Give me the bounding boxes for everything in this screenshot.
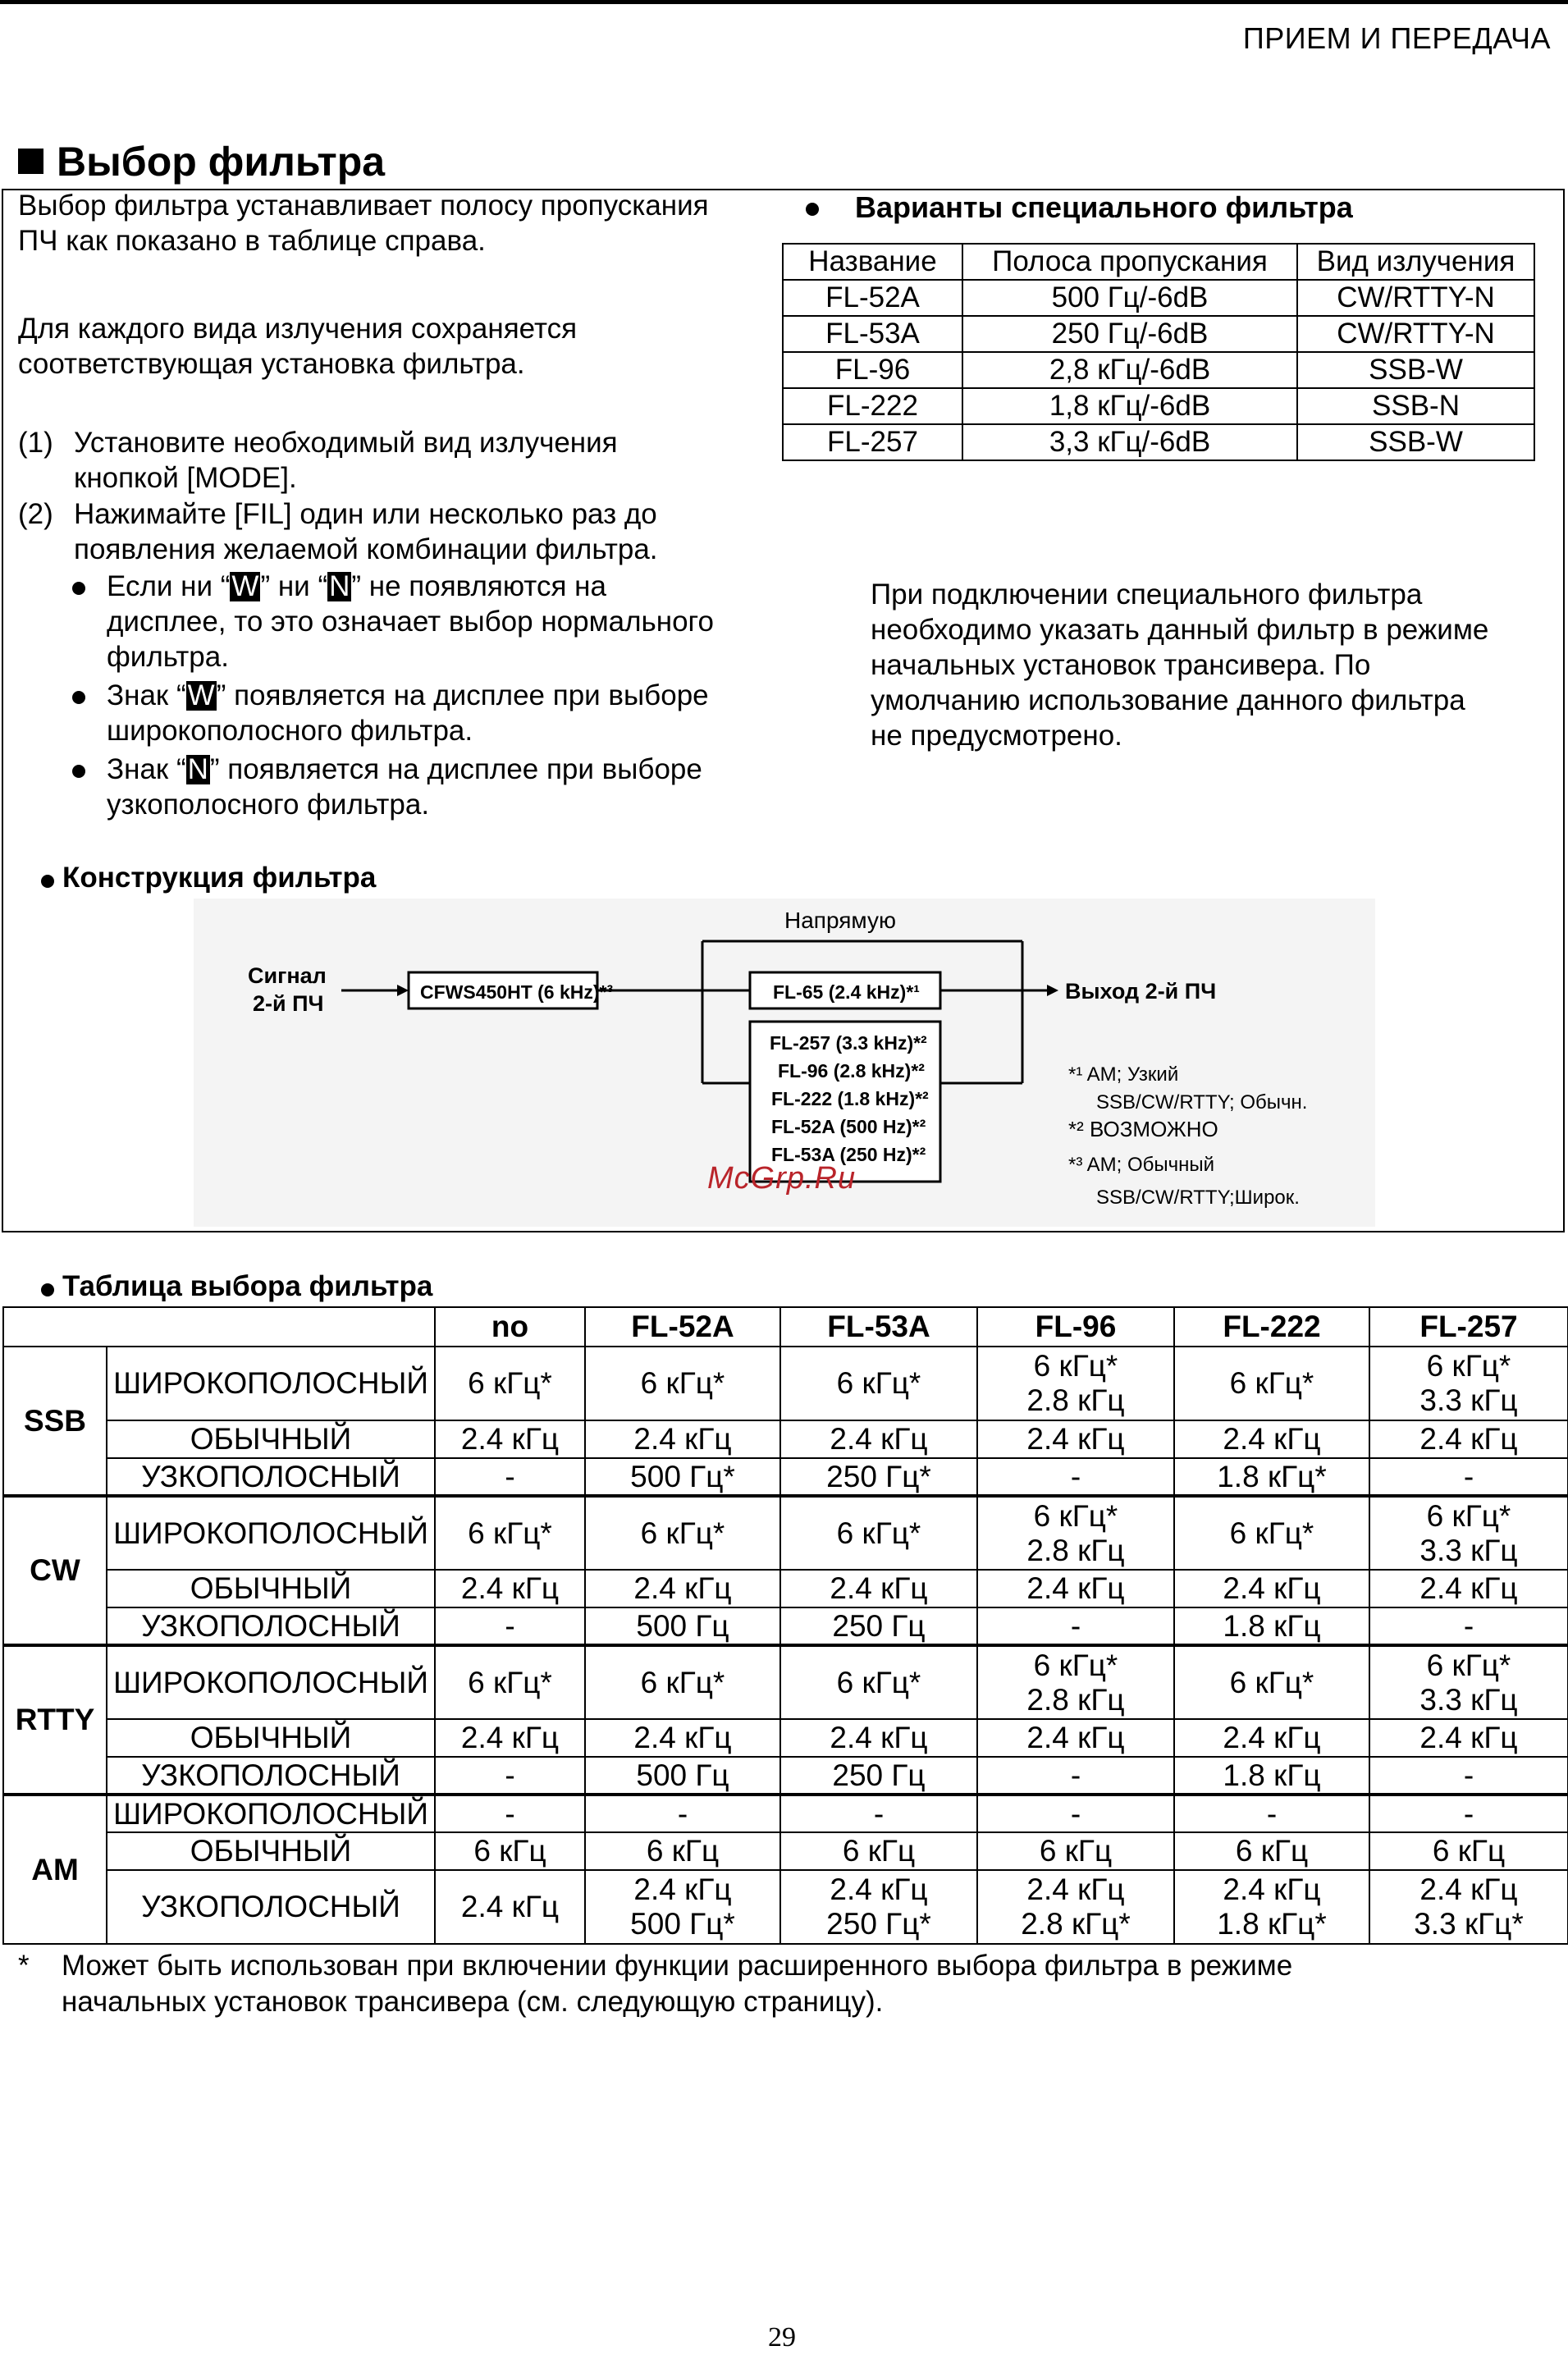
filter-value-cell: - [1369, 1757, 1568, 1795]
filter-value-cell: 2.4 кГц [780, 1420, 977, 1458]
table-row [3, 1870, 1568, 1944]
filter-value-cell: 500 Гц [585, 1607, 780, 1645]
filter-value-cell: - [780, 1795, 977, 1832]
filter-value-cell: 6 кГц [780, 1832, 977, 1870]
cfws-label: CFWS450HT (6 kHz)*³ [420, 981, 614, 1003]
bandwidth-label: УЗКОПОЛОСНЫЙ [107, 1607, 435, 1645]
filter-value-cell: 6 кГц* [1174, 1496, 1369, 1570]
filter-value-cell: 2.4 кГц [780, 1719, 977, 1757]
filter-value-cell: 6 кГц [585, 1832, 780, 1870]
filter-value-cell: 6 кГц* 3.3 кГц [1369, 1645, 1568, 1719]
filter-value-cell: 1.8 кГц [1174, 1607, 1369, 1645]
selection-heading: Таблица выбора фильтра [62, 1270, 433, 1302]
special-filter-note: При подключении специального фильтра необходимо указать данный фильтр в режиме начальных установок трансивера. По умолчанию использование данного фильтра не предусмотрено. [871, 578, 1489, 752]
filter-value-cell: - [1369, 1458, 1568, 1496]
diagram-note: SSB/CW/RTTY;Широк. [1096, 1187, 1300, 1209]
filter-value-cell: 2.4 кГц [1174, 1719, 1369, 1757]
bandwidth-label: ОБЫЧНЫЙ [107, 1719, 435, 1757]
filter-value-cell: - [435, 1458, 585, 1496]
filter-value-cell: 2.4 кГц [780, 1570, 977, 1607]
bullet-icon [41, 875, 54, 888]
step-1-text: Установите необходимый вид излучения кнопкой [MODE]. [74, 427, 618, 494]
filter-value-cell: 6 кГц* [435, 1496, 585, 1570]
filter-value-cell: 6 кГц* 2.8 кГц [977, 1347, 1174, 1420]
filter-value-cell: 2.4 кГц [1369, 1570, 1568, 1607]
w-indicator: W [187, 679, 215, 711]
signal-label: Сигнал [248, 963, 327, 988]
table-row: FL-257 3,3 кГц/-6dB SSB-W [783, 424, 1534, 460]
w-indicator: W [231, 570, 259, 602]
optional-filter-label: FL-53A (250 Hz)*² [771, 1144, 926, 1165]
filter-value-cell: - [1369, 1795, 1568, 1832]
table-row: FL-222 1,8 кГц/-6dB SSB-N [783, 388, 1534, 424]
top-rule [0, 0, 1568, 4]
variants-table [782, 243, 1535, 461]
filter-value-cell: 6 кГц* [780, 1645, 977, 1719]
bandwidth-label: УЗКОПОЛОСНЫЙ [107, 1757, 435, 1795]
filter-value-cell: 500 Гц* [585, 1458, 780, 1496]
filter-value-cell: 2.4 кГц [585, 1420, 780, 1458]
filter-value-cell: 6 кГц* [435, 1347, 585, 1420]
filter-value-cell: 2.4 кГц [1369, 1420, 1568, 1458]
filter-value-cell: 2.4 кГц [977, 1570, 1174, 1607]
filter-value-cell: 250 Гц [780, 1607, 977, 1645]
diagram-note: *¹ AM; Узкий [1068, 1063, 1179, 1086]
optional-filter-label: FL-222 (1.8 kHz)*² [771, 1088, 929, 1109]
intro-paragraph-2: Для каждого вида излучения сохраняется соответствующая установка фильтра. [18, 313, 578, 380]
bandwidth-label: ШИРОКОПОЛОСНЫЙ [107, 1645, 435, 1719]
table-row [3, 1607, 1568, 1645]
n-indicator: N [329, 570, 350, 602]
signal-label-2: 2-й ПЧ [253, 991, 324, 1016]
section-header: ПРИЕМ И ПЕРЕДАЧА [1242, 21, 1551, 55]
corner-cell [3, 1307, 435, 1347]
table-row: FL-53A 250 Гц/-6dB CW/RTTY-N [783, 316, 1534, 352]
bullet-wide-filter: Знак “W” появляется на дисплее при выборе широкополосного фильтра. [107, 679, 709, 747]
diagram-note: *² ВОЗМОЖНО [1068, 1117, 1218, 1141]
filter-value-cell: 6 кГц* [435, 1645, 585, 1719]
filter-value-cell: 2.4 кГц [1174, 1570, 1369, 1607]
square-bullet-icon [18, 149, 43, 174]
bullet-icon [72, 691, 85, 704]
construction-heading: Конструкция фильтра [62, 862, 377, 894]
filter-value-cell: 2.4 кГц 3.3 кГц* [1369, 1870, 1568, 1944]
filter-value-cell: 2.4 кГц [1369, 1719, 1568, 1757]
filter-value-cell: 2.4 кГц [585, 1570, 780, 1607]
bullet-icon [72, 765, 85, 778]
bullet-icon [41, 1283, 54, 1296]
bullet-normal-filter: Если ни “W” ни “N” не появляются на дисплее, то это означает выбор нормального фильтра. [107, 570, 715, 673]
filter-value-cell: 1.8 кГц [1174, 1757, 1369, 1795]
filter-selection-table [2, 1306, 1568, 1945]
filter-value-cell: - [977, 1795, 1174, 1832]
filter-value-cell: 6 кГц* [1174, 1347, 1369, 1420]
table-row [3, 1570, 1568, 1607]
filter-value-cell: 6 кГц [1369, 1832, 1568, 1870]
filter-value-cell: - [1369, 1607, 1568, 1645]
filter-value-cell: 2.4 кГц [435, 1719, 585, 1757]
bandwidth-label: ОБЫЧНЫЙ [107, 1570, 435, 1607]
variants-heading: Варианты специального фильтра [855, 190, 1353, 224]
bullet-icon [806, 203, 819, 216]
step-1: (1) [18, 427, 53, 459]
filter-value-cell: 2.4 кГц [435, 1570, 585, 1607]
filter-value-cell: 2.4 кГц [977, 1719, 1174, 1757]
mode-cell: SSB [3, 1347, 107, 1496]
table-row [3, 1719, 1568, 1757]
page-title [18, 138, 385, 185]
filter-value-cell: 2.4 кГц [977, 1420, 1174, 1458]
filter-value-cell: 6 кГц [977, 1832, 1174, 1870]
filter-value-cell: - [977, 1458, 1174, 1496]
filter-value-cell: 6 кГц* [780, 1496, 977, 1570]
table-row [3, 1645, 1568, 1719]
filter-value-cell: - [977, 1757, 1174, 1795]
watermark: McGrp.Ru [707, 1161, 857, 1196]
direct-label: Напрямую [784, 908, 896, 933]
step-2: (2) [18, 498, 53, 530]
selection-header-row: no FL-52A FL-53A FL-96 FL-222 FL-257 [3, 1307, 1568, 1347]
bandwidth-label: УЗКОПОЛОСНЫЙ [107, 1870, 435, 1944]
output-label: Выход 2-й ПЧ [1065, 979, 1217, 1004]
bullet-icon [72, 582, 85, 595]
filter-value-cell: 6 кГц* [780, 1347, 977, 1420]
filter-value-cell: 2.4 кГц 2.8 кГц* [977, 1870, 1174, 1944]
diagram-note: *³ AM; Обычный [1068, 1154, 1215, 1176]
filter-value-cell: 6 кГц* 2.8 кГц [977, 1496, 1174, 1570]
table-row: FL-52A 500 Гц/-6dB CW/RTTY-N [783, 280, 1534, 316]
filter-value-cell: 250 Гц [780, 1757, 977, 1795]
bandwidth-label: ШИРОКОПОЛОСНЫЙ [107, 1496, 435, 1570]
filter-value-cell: 2.4 кГц [585, 1719, 780, 1757]
filter-value-cell: 2.4 кГц [435, 1420, 585, 1458]
diagram-note: SSB/CW/RTTY; Обычн. [1096, 1091, 1308, 1113]
footnote: * Может быть использован при включении функции расширенного выбора фильтра в режиме начальных установок трансивера (см. следующую страницу). [18, 1950, 1293, 2018]
mode-cell: CW [3, 1496, 107, 1645]
filter-value-cell: - [585, 1795, 780, 1832]
filter-value-cell: 6 кГц* [585, 1496, 780, 1570]
filter-value-cell: - [435, 1795, 585, 1832]
mode-cell: AM [3, 1795, 107, 1944]
filter-value-cell: 2.4 кГц 1.8 кГц* [1174, 1870, 1369, 1944]
page-title-text: Выбор фильтра [57, 139, 386, 185]
filter-value-cell: - [435, 1757, 585, 1795]
mode-cell: RTTY [3, 1645, 107, 1795]
bandwidth-label: ОБЫЧНЫЙ [107, 1420, 435, 1458]
bandwidth-label: ШИРОКОПОЛОСНЫЙ [107, 1795, 435, 1832]
page-number: 29 [768, 2322, 796, 2353]
optional-filter-label: FL-257 (3.3 kHz)*² [770, 1032, 927, 1054]
filter-value-cell: 2.4 кГц 500 Гц* [585, 1870, 780, 1944]
table-row [3, 1496, 1568, 1570]
fl65-label: FL-65 (2.4 kHz)*¹ [773, 981, 920, 1003]
filter-value-cell: 6 кГц* 3.3 кГц [1369, 1496, 1568, 1570]
bandwidth-label: ШИРОКОПОЛОСНЫЙ [107, 1347, 435, 1420]
variants-header-row: Название Полоса пропускания Вид излучения [783, 244, 1534, 280]
filter-value-cell: - [1174, 1795, 1369, 1832]
table-row [3, 1420, 1568, 1458]
filter-value-cell: - [977, 1607, 1174, 1645]
bandwidth-label: ОБЫЧНЫЙ [107, 1832, 435, 1870]
filter-value-cell: 6 кГц* [1174, 1645, 1369, 1719]
optional-filter-label: FL-52A (500 Hz)*² [771, 1116, 926, 1137]
table-row [3, 1458, 1568, 1496]
filter-value-cell: - [435, 1607, 585, 1645]
bullet-narrow-filter: Знак “N” появляется на дисплее при выборе узкополосного фильтра. [107, 753, 702, 821]
filter-value-cell: 2.4 кГц [1174, 1420, 1369, 1458]
filter-value-cell: 500 Гц [585, 1757, 780, 1795]
table-row [3, 1347, 1568, 1420]
filter-value-cell: 250 Гц* [780, 1458, 977, 1496]
filter-value-cell: 2.4 кГц 250 Гц* [780, 1870, 977, 1944]
filter-value-cell: 6 кГц* 3.3 кГц [1369, 1347, 1568, 1420]
filter-value-cell: 6 кГц [1174, 1832, 1369, 1870]
n-indicator: N [187, 753, 208, 785]
bandwidth-label: УЗКОПОЛОСНЫЙ [107, 1458, 435, 1496]
optional-filter-label: FL-96 (2.8 kHz)*² [778, 1060, 925, 1081]
table-row [3, 1757, 1568, 1795]
filter-value-cell: 1.8 кГц* [1174, 1458, 1369, 1496]
table-row [3, 1832, 1568, 1870]
filter-value-cell: 6 кГц* [585, 1347, 780, 1420]
table-row [3, 1795, 1568, 1832]
intro-paragraph-1: Выбор фильтра устанавливает полосу пропускания ПЧ как показано в таблице справа. [18, 190, 709, 257]
step-2-text: Нажимайте [FIL] один или несколько раз до появления желаемой комбинации фильтра. [74, 498, 658, 565]
filter-value-cell: 6 кГц* [585, 1645, 780, 1719]
table-row: FL-96 2,8 кГц/-6dB SSB-W [783, 352, 1534, 388]
filter-value-cell: 2.4 кГц [435, 1870, 585, 1944]
filter-value-cell: 6 кГц* 2.8 кГц [977, 1645, 1174, 1719]
filter-value-cell: 6 кГц [435, 1832, 585, 1870]
